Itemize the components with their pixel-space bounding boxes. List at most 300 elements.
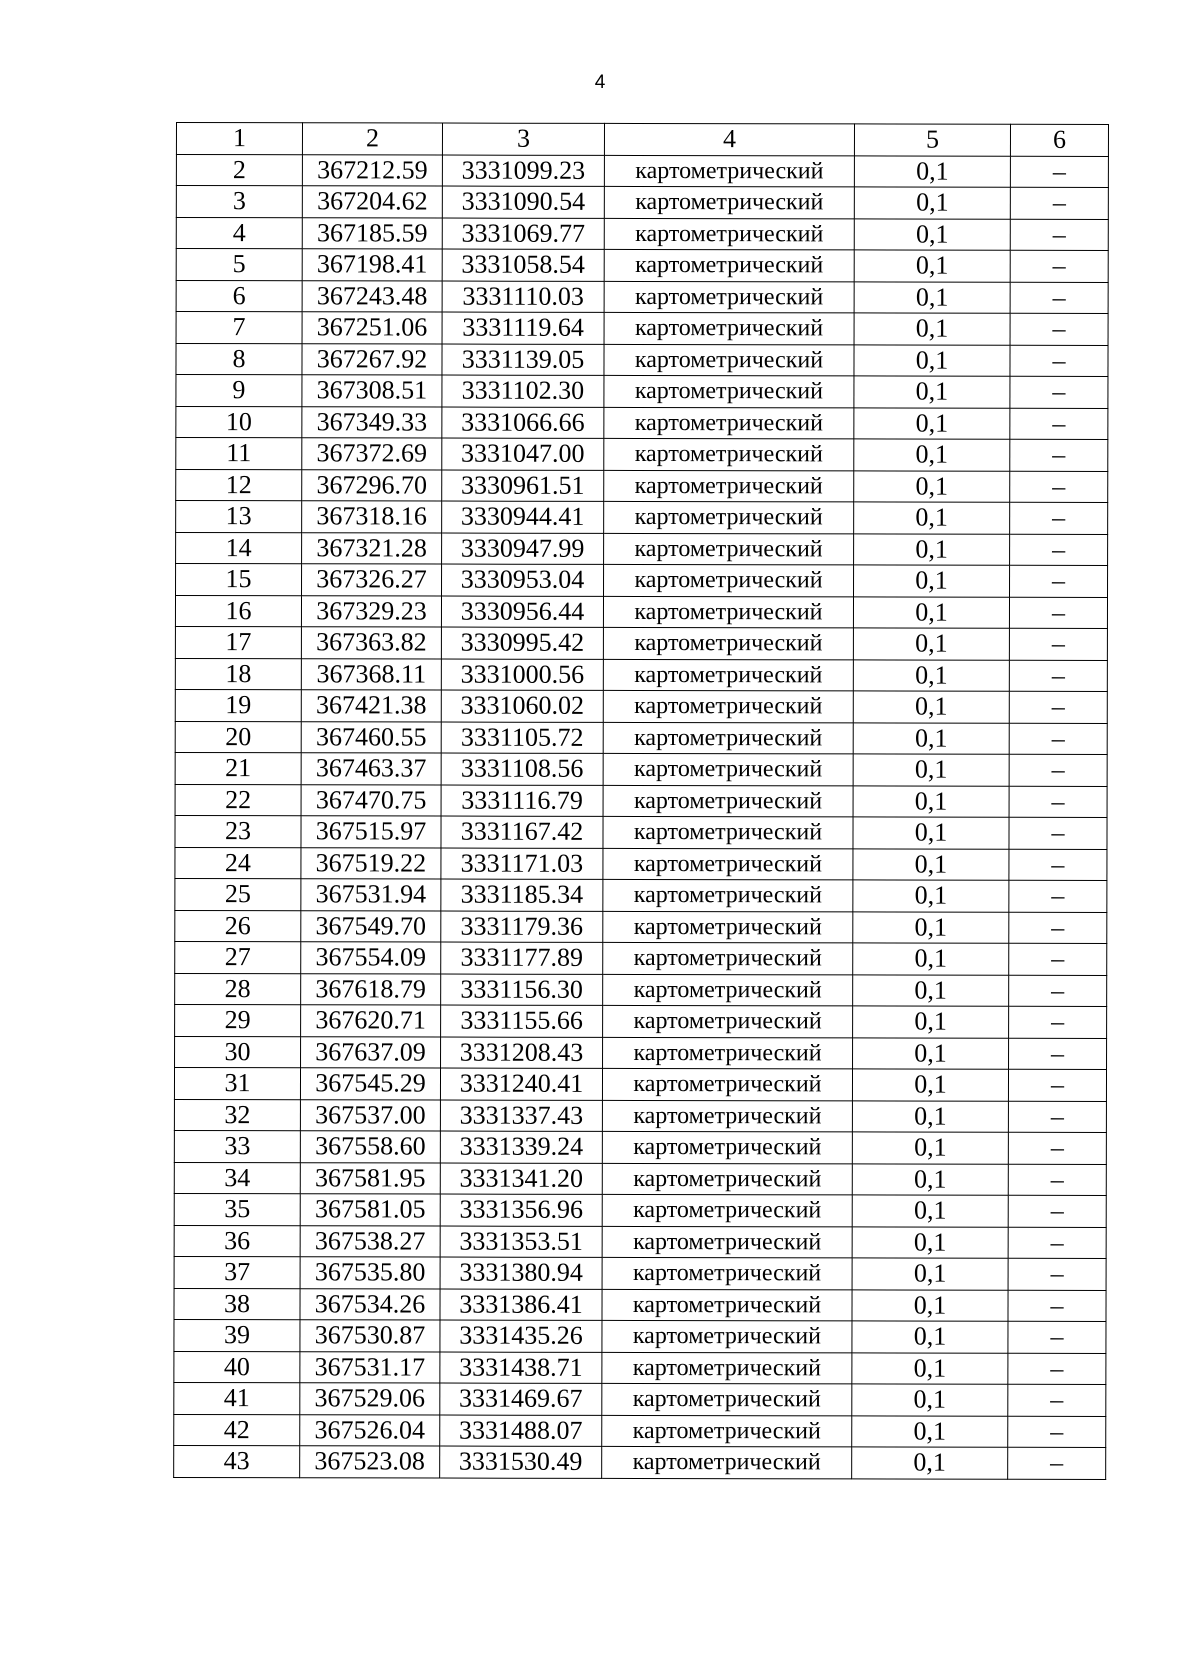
x-coordinate-cell: 367204.62 [302, 186, 442, 218]
x-coordinate-cell: 367531.17 [300, 1351, 440, 1383]
method-cell: картометрический [603, 816, 853, 848]
x-coordinate-cell: 367321.28 [302, 532, 442, 564]
point-number-cell: 9 [176, 375, 302, 407]
note-cell: – [1008, 1321, 1106, 1353]
table-row [174, 1067, 1106, 1100]
point-number-cell: 38 [174, 1288, 300, 1320]
y-coordinate-cell: 3331339.24 [440, 1131, 602, 1163]
table-row [176, 280, 1108, 313]
point-number-cell: 10 [176, 406, 302, 438]
point-number-cell: 2 [176, 154, 302, 186]
y-coordinate-cell: 3330944.41 [442, 501, 604, 533]
table-row [174, 1256, 1106, 1289]
y-coordinate-cell: 3331000.56 [441, 659, 603, 691]
accuracy-cell: 0,1 [854, 313, 1010, 345]
method-cell: картометрический [603, 627, 853, 659]
y-coordinate-cell: 3331099.23 [442, 155, 604, 187]
x-coordinate-cell: 367308.51 [302, 375, 442, 407]
accuracy-cell: 0,1 [853, 880, 1009, 912]
accuracy-cell: 0,1 [854, 281, 1010, 313]
y-coordinate-cell: 3331069.77 [442, 218, 604, 250]
note-cell: – [1009, 723, 1107, 755]
note-cell: – [1009, 597, 1107, 629]
table-row [176, 343, 1108, 376]
x-coordinate-cell: 367538.27 [300, 1225, 440, 1257]
note-cell: – [1008, 1132, 1106, 1164]
table-row [175, 941, 1107, 974]
table-row [175, 1036, 1107, 1069]
y-coordinate-cell: 3331102.30 [442, 375, 604, 407]
table-row [175, 973, 1107, 1006]
coordinates-table [173, 122, 1109, 1479]
accuracy-cell: 0,1 [853, 691, 1009, 723]
table-row [176, 501, 1108, 534]
method-cell: картометрический [602, 1383, 852, 1415]
accuracy-cell: 0,1 [853, 943, 1009, 975]
note-cell: – [1009, 943, 1107, 975]
method-cell: картометрический [603, 974, 853, 1006]
point-number-cell: 14 [176, 532, 302, 564]
note-cell: – [1010, 376, 1108, 408]
table-row [174, 1288, 1106, 1321]
method-cell: картометрический [604, 155, 854, 187]
accuracy-cell: 0,1 [852, 1100, 1008, 1132]
note-cell: – [1009, 786, 1107, 818]
header-cell-6: 6 [1010, 124, 1108, 156]
x-coordinate-cell: 367558.60 [300, 1131, 440, 1163]
point-number-cell: 30 [175, 1036, 301, 1068]
x-coordinate-cell: 367529.06 [300, 1383, 440, 1415]
table-row [176, 406, 1108, 439]
accuracy-cell: 0,1 [853, 722, 1009, 754]
note-cell: – [1009, 660, 1107, 692]
method-cell: картометрический [603, 596, 853, 628]
note-cell: – [1010, 471, 1108, 503]
y-coordinate-cell: 3331090.54 [442, 186, 604, 218]
point-number-cell: 6 [176, 280, 302, 312]
note-cell: – [1009, 880, 1107, 912]
accuracy-cell: 0,1 [854, 187, 1010, 219]
table-body [174, 154, 1109, 1479]
x-coordinate-cell: 367421.38 [301, 690, 441, 722]
point-number-cell: 37 [174, 1256, 300, 1288]
point-number-cell: 21 [175, 752, 301, 784]
header-cell-1: 1 [176, 123, 302, 155]
method-cell: картометрический [602, 1446, 852, 1478]
table-row [174, 1193, 1106, 1226]
table-row [175, 910, 1107, 943]
point-number-cell: 35 [174, 1193, 300, 1225]
accuracy-cell: 0,1 [852, 1226, 1008, 1258]
accuracy-cell: 0,1 [854, 250, 1010, 282]
table-row [174, 1130, 1106, 1163]
table-row [174, 1414, 1106, 1447]
y-coordinate-cell: 3331139.05 [442, 344, 604, 376]
point-number-cell: 7 [176, 312, 302, 344]
x-coordinate-cell: 367534.26 [300, 1288, 440, 1320]
method-cell: картометрический [603, 848, 853, 880]
table-row [175, 689, 1107, 722]
point-number-cell: 28 [175, 973, 301, 1005]
method-cell: картометрический [603, 659, 853, 691]
note-cell: – [1009, 912, 1107, 944]
x-coordinate-cell: 367537.00 [300, 1099, 440, 1131]
table-row [175, 721, 1107, 754]
point-number-cell: 11 [176, 438, 302, 470]
x-coordinate-cell: 367198.41 [302, 249, 442, 281]
header-cell-5: 5 [854, 124, 1010, 156]
y-coordinate-cell: 3331177.89 [441, 942, 603, 974]
note-cell: – [1009, 691, 1107, 723]
method-cell: картометрический [603, 753, 853, 785]
accuracy-cell: 0,1 [852, 1069, 1008, 1101]
accuracy-cell: 0,1 [854, 344, 1010, 376]
x-coordinate-cell: 367530.87 [300, 1320, 440, 1352]
accuracy-cell: 0,1 [854, 439, 1010, 471]
method-cell: картометрический [604, 470, 854, 502]
accuracy-cell: 0,1 [853, 974, 1009, 1006]
method-cell: картометрический [604, 344, 854, 376]
point-number-cell: 23 [175, 815, 301, 847]
point-number-cell: 20 [175, 721, 301, 753]
method-cell: картометрический [602, 1320, 852, 1352]
x-coordinate-cell: 367243.48 [302, 280, 442, 312]
table-row [174, 1351, 1106, 1384]
table-header [176, 123, 1108, 156]
accuracy-cell: 0,1 [854, 407, 1010, 439]
x-coordinate-cell: 367526.04 [300, 1414, 440, 1446]
table-row [175, 847, 1107, 880]
y-coordinate-cell: 3331530.49 [440, 1446, 602, 1478]
point-number-cell: 24 [175, 847, 301, 879]
note-cell: – [1010, 282, 1108, 314]
x-coordinate-cell: 367251.06 [302, 312, 442, 344]
accuracy-cell: 0,1 [852, 1352, 1008, 1384]
y-coordinate-cell: 3331167.42 [441, 816, 603, 848]
method-cell: картометрический [602, 1415, 852, 1447]
note-cell: – [1009, 849, 1107, 881]
x-coordinate-cell: 367581.05 [300, 1194, 440, 1226]
point-number-cell: 3 [176, 186, 302, 218]
y-coordinate-cell: 3331488.07 [440, 1415, 602, 1447]
note-cell: – [1010, 250, 1108, 282]
x-coordinate-cell: 367523.08 [300, 1446, 440, 1478]
table-row [176, 564, 1108, 597]
y-coordinate-cell: 3331110.03 [442, 281, 604, 313]
method-cell: картометрический [602, 1257, 852, 1289]
accuracy-cell: 0,1 [853, 754, 1009, 786]
method-cell: картометрический [602, 1194, 852, 1226]
header-cell-4: 4 [604, 123, 854, 155]
note-cell: – [1010, 565, 1108, 597]
y-coordinate-cell: 3331240.41 [440, 1068, 602, 1100]
method-cell: картометрический [604, 218, 854, 250]
note-cell: – [1008, 1447, 1106, 1479]
x-coordinate-cell: 367363.82 [301, 627, 441, 659]
x-coordinate-cell: 367296.70 [302, 469, 442, 501]
x-coordinate-cell: 367618.79 [301, 973, 441, 1005]
x-coordinate-cell: 367463.37 [301, 753, 441, 785]
x-coordinate-cell: 367212.59 [302, 154, 442, 186]
y-coordinate-cell: 3331058.54 [442, 249, 604, 281]
y-coordinate-cell: 3330947.99 [442, 533, 604, 565]
y-coordinate-cell: 3331066.66 [442, 407, 604, 439]
method-cell: картометрический [604, 564, 854, 596]
y-coordinate-cell: 3331208.43 [441, 1037, 603, 1069]
table-row [174, 1319, 1106, 1352]
table-row [175, 815, 1107, 848]
table-row [174, 1445, 1106, 1478]
note-cell: – [1010, 439, 1108, 471]
table-row [175, 658, 1107, 691]
x-coordinate-cell: 367460.55 [301, 721, 441, 753]
y-coordinate-cell: 3330961.51 [442, 470, 604, 502]
y-coordinate-cell: 3330953.04 [442, 564, 604, 596]
table-row [174, 1099, 1106, 1132]
x-coordinate-cell: 367349.33 [302, 406, 442, 438]
x-coordinate-cell: 367581.95 [300, 1162, 440, 1194]
y-coordinate-cell: 3331156.30 [441, 974, 603, 1006]
accuracy-cell: 0,1 [852, 1384, 1008, 1416]
point-number-cell: 26 [175, 910, 301, 942]
method-cell: картометрический [604, 249, 854, 281]
method-cell: картометрический [603, 722, 853, 754]
note-cell: – [1008, 1353, 1106, 1385]
accuracy-cell: 0,1 [852, 1163, 1008, 1195]
method-cell: картометрический [603, 879, 853, 911]
x-coordinate-cell: 367326.27 [302, 564, 442, 596]
y-coordinate-cell: 3331380.94 [440, 1257, 602, 1289]
header-cell-3: 3 [442, 123, 604, 155]
y-coordinate-cell: 3331105.72 [441, 722, 603, 754]
method-cell: картометрический [604, 407, 854, 439]
x-coordinate-cell: 367549.70 [301, 910, 441, 942]
note-cell: – [1010, 345, 1108, 377]
point-number-cell: 19 [175, 689, 301, 721]
accuracy-cell: 0,1 [854, 533, 1010, 565]
x-coordinate-cell: 367531.94 [301, 879, 441, 911]
y-coordinate-cell: 3331185.34 [441, 879, 603, 911]
header-cell-2: 2 [302, 123, 442, 155]
accuracy-cell: 0,1 [853, 848, 1009, 880]
x-coordinate-cell: 367318.16 [302, 501, 442, 533]
y-coordinate-cell: 3331341.20 [440, 1163, 602, 1195]
accuracy-cell: 0,1 [854, 218, 1010, 250]
table-row [176, 438, 1108, 471]
table-row [176, 217, 1108, 250]
method-cell: картометрический [604, 533, 854, 565]
point-number-cell: 16 [175, 595, 301, 627]
accuracy-cell: 0,1 [852, 1195, 1008, 1227]
table-row [176, 532, 1108, 565]
method-cell: картометрический [602, 1352, 852, 1384]
y-coordinate-cell: 3331337.43 [440, 1100, 602, 1132]
x-coordinate-cell: 367515.97 [301, 816, 441, 848]
table-row [175, 595, 1107, 628]
point-number-cell: 8 [176, 343, 302, 375]
note-cell: – [1009, 817, 1107, 849]
note-cell: – [1008, 1164, 1106, 1196]
accuracy-cell: 0,1 [853, 596, 1009, 628]
table-row [175, 878, 1107, 911]
point-number-cell: 5 [176, 249, 302, 281]
note-cell: – [1009, 1006, 1107, 1038]
method-cell: картометрический [604, 501, 854, 533]
point-number-cell: 17 [175, 626, 301, 658]
accuracy-cell: 0,1 [854, 502, 1010, 534]
table-row [175, 752, 1107, 785]
x-coordinate-cell: 367267.92 [302, 343, 442, 375]
y-coordinate-cell: 3331469.67 [440, 1383, 602, 1415]
method-cell: картометрический [603, 1005, 853, 1037]
method-cell: картометрический [603, 942, 853, 974]
table-row [175, 784, 1107, 817]
point-number-cell: 34 [174, 1162, 300, 1194]
point-number-cell: 25 [175, 878, 301, 910]
note-cell: – [1010, 534, 1108, 566]
table-row [174, 1162, 1106, 1195]
note-cell: – [1008, 1416, 1106, 1448]
y-coordinate-cell: 3331438.71 [440, 1352, 602, 1384]
method-cell: картометрический [602, 1226, 852, 1258]
note-cell: – [1010, 408, 1108, 440]
point-number-cell: 4 [176, 217, 302, 249]
table-row [176, 154, 1108, 187]
y-coordinate-cell: 3331119.64 [442, 312, 604, 344]
point-number-cell: 15 [176, 564, 302, 596]
method-cell: картометрический [602, 1100, 852, 1132]
point-number-cell: 22 [175, 784, 301, 816]
y-coordinate-cell: 3331386.41 [440, 1289, 602, 1321]
note-cell: – [1008, 1101, 1106, 1133]
table-row [176, 186, 1108, 219]
y-coordinate-cell: 3331435.26 [440, 1320, 602, 1352]
x-coordinate-cell: 367368.11 [301, 658, 441, 690]
point-number-cell: 36 [174, 1225, 300, 1257]
y-coordinate-cell: 3331179.36 [441, 911, 603, 943]
accuracy-cell: 0,1 [852, 1289, 1008, 1321]
note-cell: – [1010, 156, 1108, 188]
method-cell: картометрический [604, 375, 854, 407]
y-coordinate-cell: 3331171.03 [441, 848, 603, 880]
note-cell: – [1010, 219, 1108, 251]
method-cell: картометрический [603, 785, 853, 817]
x-coordinate-cell: 367519.22 [301, 847, 441, 879]
point-number-cell: 13 [176, 501, 302, 533]
accuracy-cell: 0,1 [852, 1321, 1008, 1353]
table-row [175, 626, 1107, 659]
point-number-cell: 43 [174, 1445, 300, 1477]
table-row [176, 249, 1108, 282]
accuracy-cell: 0,1 [852, 1415, 1008, 1447]
accuracy-cell: 0,1 [853, 911, 1009, 943]
x-coordinate-cell: 367329.23 [301, 595, 441, 627]
y-coordinate-cell: 3331155.66 [441, 1005, 603, 1037]
accuracy-cell: 0,1 [853, 1006, 1009, 1038]
x-coordinate-cell: 367535.80 [300, 1257, 440, 1289]
y-coordinate-cell: 3331108.56 [441, 753, 603, 785]
table-row [176, 312, 1108, 345]
accuracy-cell: 0,1 [853, 785, 1009, 817]
method-cell: картометрический [604, 186, 854, 218]
y-coordinate-cell: 3331060.02 [441, 690, 603, 722]
accuracy-cell: 0,1 [852, 1132, 1008, 1164]
point-number-cell: 39 [174, 1319, 300, 1351]
point-number-cell: 33 [174, 1130, 300, 1162]
point-number-cell: 29 [175, 1004, 301, 1036]
y-coordinate-cell: 3331116.79 [441, 785, 603, 817]
method-cell: картометрический [604, 281, 854, 313]
note-cell: – [1008, 1195, 1106, 1227]
method-cell: картометрический [602, 1163, 852, 1195]
table-row [176, 469, 1108, 502]
x-coordinate-cell: 367545.29 [300, 1068, 440, 1100]
note-cell: – [1009, 1038, 1107, 1070]
method-cell: картометрический [602, 1131, 852, 1163]
point-number-cell: 41 [174, 1382, 300, 1414]
y-coordinate-cell: 3331047.00 [442, 438, 604, 470]
accuracy-cell: 0,1 [854, 565, 1010, 597]
x-coordinate-cell: 367372.69 [302, 438, 442, 470]
method-cell: картометрический [602, 1289, 852, 1321]
point-number-cell: 42 [174, 1414, 300, 1446]
note-cell: – [1008, 1384, 1106, 1416]
page-number: 4 [594, 72, 606, 93]
point-number-cell: 31 [174, 1067, 300, 1099]
table-row [174, 1225, 1106, 1258]
x-coordinate-cell: 367620.71 [301, 1005, 441, 1037]
accuracy-cell: 0,1 [853, 628, 1009, 660]
accuracy-cell: 0,1 [854, 376, 1010, 408]
x-coordinate-cell: 367637.09 [301, 1036, 441, 1068]
note-cell: – [1010, 187, 1108, 219]
accuracy-cell: 0,1 [854, 470, 1010, 502]
point-number-cell: 12 [176, 469, 302, 501]
point-number-cell: 18 [175, 658, 301, 690]
accuracy-cell: 0,1 [853, 1037, 1009, 1069]
point-number-cell: 32 [174, 1099, 300, 1131]
y-coordinate-cell: 3330995.42 [441, 627, 603, 659]
x-coordinate-cell: 367185.59 [302, 217, 442, 249]
table-row [174, 1382, 1106, 1415]
note-cell: – [1008, 1290, 1106, 1322]
header-row [176, 123, 1108, 156]
y-coordinate-cell: 3330956.44 [441, 596, 603, 628]
method-cell: картометрический [604, 312, 854, 344]
x-coordinate-cell: 367470.75 [301, 784, 441, 816]
note-cell: – [1010, 313, 1108, 345]
x-coordinate-cell: 367554.09 [301, 942, 441, 974]
note-cell: – [1009, 754, 1107, 786]
accuracy-cell: 0,1 [853, 817, 1009, 849]
point-number-cell: 27 [175, 941, 301, 973]
note-cell: – [1009, 628, 1107, 660]
note-cell: – [1010, 502, 1108, 534]
accuracy-cell: 0,1 [854, 155, 1010, 187]
method-cell: картометрический [603, 1037, 853, 1069]
method-cell: картометрический [602, 1068, 852, 1100]
point-number-cell: 40 [174, 1351, 300, 1383]
table-row [175, 1004, 1107, 1037]
y-coordinate-cell: 3331353.51 [440, 1226, 602, 1258]
accuracy-cell: 0,1 [853, 659, 1009, 691]
accuracy-cell: 0,1 [852, 1258, 1008, 1290]
method-cell: картометрический [603, 690, 853, 722]
method-cell: картометрический [604, 438, 854, 470]
note-cell: – [1008, 1069, 1106, 1101]
note-cell: – [1009, 975, 1107, 1007]
note-cell: – [1008, 1227, 1106, 1259]
